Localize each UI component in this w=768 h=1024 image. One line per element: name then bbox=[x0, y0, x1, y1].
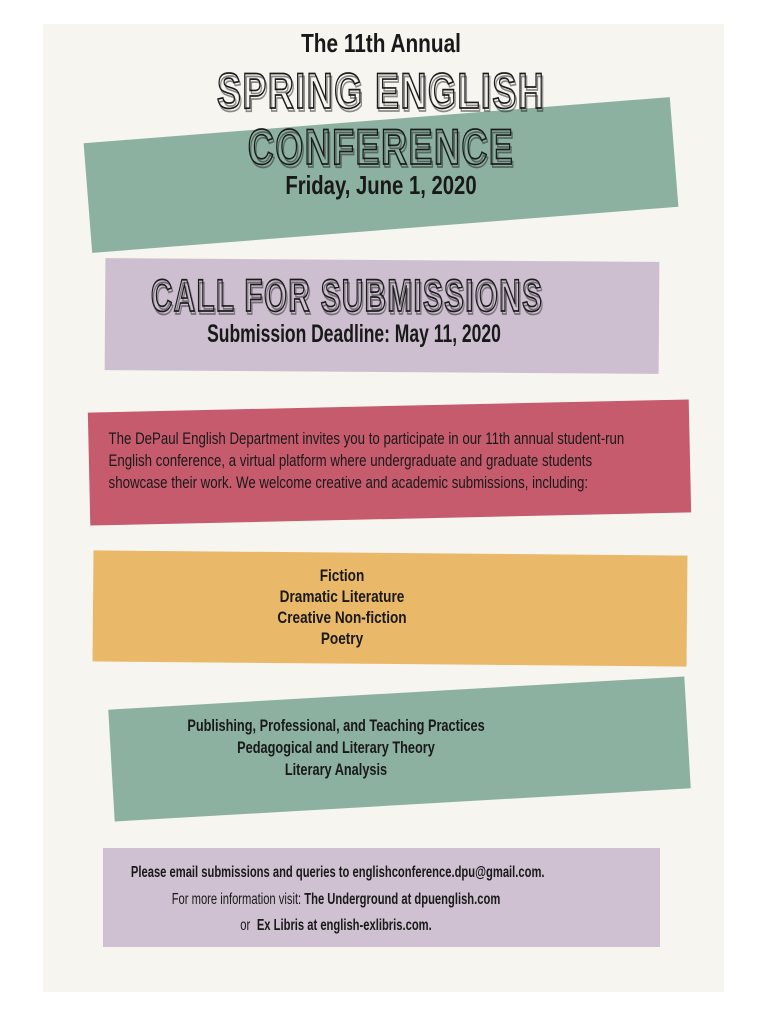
contact-exlibris-line bbox=[131, 913, 541, 940]
exlibris-site: Ex Libris at english-exlibris.com. bbox=[256, 917, 432, 934]
title-line-2: CONFERENCE bbox=[247, 119, 515, 175]
list-item: Dramatic Literature bbox=[279, 587, 405, 606]
intro-line: The DePaul English Department invites you to participate in our 11th annual student-run bbox=[108, 429, 625, 448]
call-for-submissions-heading: CALL FOR SUBMISSIONS bbox=[150, 270, 544, 321]
submission-deadline: Submission Deadline: May 11, 2020 bbox=[207, 320, 501, 348]
contact-info bbox=[130, 860, 545, 940]
contact-email-line: Please email submissions and queries to englishconference.dpu@gmail.com. bbox=[130, 864, 545, 881]
list-item: Fiction bbox=[319, 566, 365, 585]
conference-flyer bbox=[43, 24, 724, 992]
underground-site: The Underground at dpuenglish.com bbox=[304, 890, 501, 908]
list-item: Publishing, Professional, and Teaching Practices bbox=[187, 716, 485, 735]
contact-info-line bbox=[131, 887, 541, 914]
conference-title bbox=[138, 63, 625, 175]
list-item: Poetry bbox=[320, 629, 364, 648]
creative-submissions-list bbox=[103, 565, 581, 649]
intro-paragraph bbox=[108, 428, 625, 494]
title-line-1: SPRING ENGLISH bbox=[216, 63, 546, 119]
conference-date: Friday, June 1, 2020 bbox=[285, 170, 477, 200]
contact-or-prefix: or bbox=[240, 917, 254, 934]
intro-line: showcase their work. We welcome creative and academic submissions, including: bbox=[108, 473, 589, 492]
list-item: Pedagogical and Literary Theory bbox=[237, 738, 435, 757]
list-item: Literary Analysis bbox=[284, 760, 388, 779]
intro-line: English conference, a virtual platform where undergraduate and graduate students bbox=[108, 451, 593, 470]
contact-info-prefix: For more information visit: bbox=[171, 890, 305, 908]
academic-submissions-list bbox=[116, 715, 556, 781]
list-item: Creative Non-fiction bbox=[277, 608, 407, 627]
kicker-text: The 11th Annual bbox=[301, 28, 461, 58]
